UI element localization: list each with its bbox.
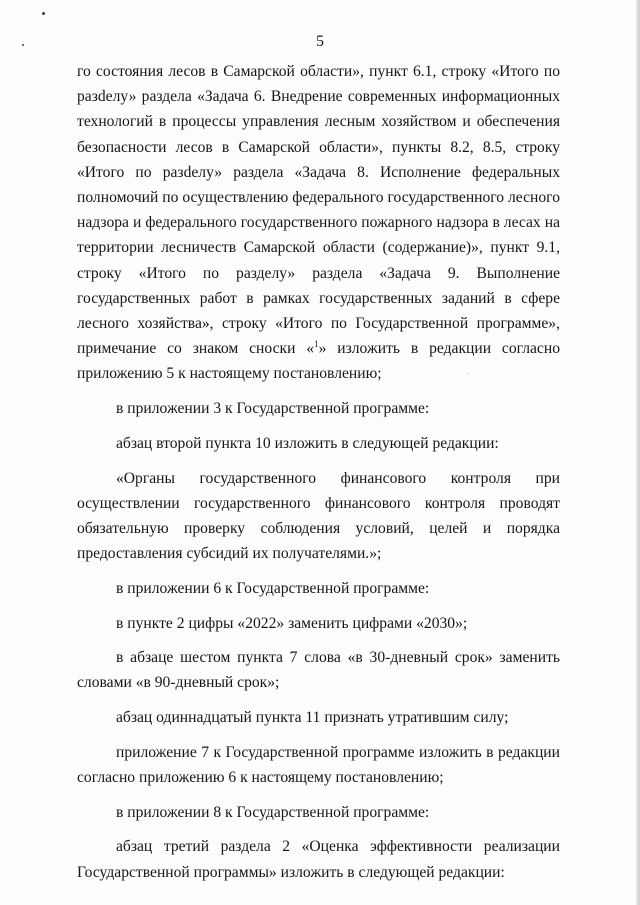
paragraph: в приложении 6 к Государственной программе: xyxy=(116,579,430,597)
paragraph-quote: «Органы государственного финансового контроля при осуществлении государственного финансового контроля проводят обязательную проверку соблюдения условий, целей и порядка предоставления субсидий их получателями.»; xyxy=(77,469,560,563)
page-edge-shadow xyxy=(636,0,640,905)
paragraph-text: го состояния лесов в Самарской области», пункт 6.1, строку «Итого по разdелу» раздела «Задача 6. Внедрение современных информационных технологий в процессы управления лесным хозяйством и обеспечения безопасности лесов в Самарской области», пункты 8.2, 8.5, строку «Итого по разdелу» раздела «Задача 8. Исполнение федеральных полномочий по осуществлению федерального государственного лесного надзора и федерального государственного пожарного надзора в лесах на территории лесничеств Самарской области (содержание)», пункт 9.1, строку «Итого по разделу» раздела «Задача 9. Выполнение государственных работ в рамках государственных заданий в сфере лесного хозяйства», строку «Итого по Государственной программе», примечание со знаком сноски « xyxy=(77,63,560,358)
paragraph: абзац одиннадцатый пункта 11 признать утратившим силу; xyxy=(116,709,509,727)
page-number: 5 xyxy=(316,33,324,50)
paragraph: в пункте 2 цифры «2022» заменить цифрами «2030»; xyxy=(116,614,468,632)
paragraph: абзац третий раздела 2 «Оценка эффективности реализации Государственной программы» изложить в следующей редакции: xyxy=(77,838,560,881)
scan-speck xyxy=(42,12,45,15)
paragraph-text: » изложить в редакции согласно приложению 5 к настоящему постановлению; xyxy=(77,340,560,383)
paragraph: приложение 7 к Государственной программе изложить в редакции согласно приложению 6 к настоящему постановлению; xyxy=(77,743,560,787)
document-body xyxy=(77,59,560,885)
paragraph: абзац второй пункта 10 изложить в следующей редакции: xyxy=(116,434,499,452)
footnote-mark: 1 xyxy=(314,339,319,350)
paragraph: в абзаце шестом пункта 7 слова «в 30-дневный срок» заменить словами «в 90-дневный срок»; xyxy=(77,649,560,692)
paragraph: в приложении 8 к Государственной программе: xyxy=(116,803,430,821)
paragraph: в приложении 3 к Государственной программе: xyxy=(116,400,430,418)
paragraph-amendment-list xyxy=(77,59,560,387)
